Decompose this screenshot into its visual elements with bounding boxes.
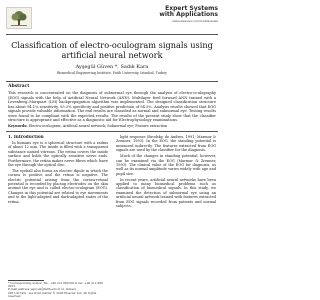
keywords-label: Keywords: <box>8 124 28 128</box>
footnote-email[interactable]: E-mail address: aguven@fatih.edu.tr (A. Güven). <box>8 287 77 292</box>
body-paragraph: Much of the changes in standing potential, however, can be examined via the EOG (Marmor & Zrenner, 1993). The clinical value of the EOG for diagnosis, as well as its normal amplitude varies widely with age and pupil size. <box>116 154 216 176</box>
body-paragraph: The eyeball also forms an electric dipole in which the cornea is positive and the retina is negative. The electric potential arising from the cornea-retinal potential is recorded by placing electrodes on the skin around the eye and is called electro-oculogram (EOG). Changes in this potential are related to eye movements and to the light-adapted and dark-adapted states of the retina. <box>8 168 108 204</box>
right-column <box>116 135 216 275</box>
body-paragraph: light response (Brodsky, de Andres, 1991; Marmor & Zrenner, 1993). In the EOG, the standing potential is measured indirectly. The features extracted from EOG signals are used by the classifier for the diagnosis. <box>116 135 216 153</box>
keywords-text: Electro-oculogram; Artificial neural network; Subnormal eye; Feature extraction <box>28 124 168 128</box>
body-paragraph: In recent years, artificial neural networks have been applied to many biomedical problems such as classification of biomedical signals. In this study, we examined the detection of subnormal eye using an artificial neural network trained with features extracted from EOG signals recorded from patients and normal subjects. <box>116 177 216 209</box>
keywords <box>8 124 216 128</box>
left-column <box>8 135 108 275</box>
section-heading-introduction: 1. Introduction <box>8 135 44 139</box>
journal-url[interactable]: www.elsevier.com/locate/eswa <box>172 19 218 23</box>
footnote-corresponding-author: * Corresponding author. Tel.: +90 212 889 0810; fax: +90 212 889 0912. <box>8 281 103 289</box>
article-title: Classification of electro-oculogram signals using artificial neural network <box>11 40 213 60</box>
author-affiliation: Biomedical Engineering Institute, Fatih University, Istanbul, Turkey <box>57 71 167 75</box>
footnotes <box>8 282 108 298</box>
body-paragraph: In humans eye is a spherical structure with a radius of about 12 mm. The inside is filled with a transparent substance named vitreous. The retina covers the inside surface and holds the optically sensitive nerve ends. Furthermore, the retina makes nerve fibres which leave the eye through the optical disc. <box>8 140 108 167</box>
journal-name: Expert Systems with Applications <box>159 5 218 18</box>
abstract-text: This research is concentrated on the diagnosis of subnormal eye through the analysis of electro-oculography (EOG) signals with the help of Artificial Neural Network (ANN). Multilayer feed forward ANN trained with a Levenberg–Marquart (LM) backpropagation algorithm was implemented. The designed classification structure has about 94.1% sensitivity, 93.3% specificity and positive prediction of 94.5%. Analysis results showed that EOG signals provide valuable information. The end results are classified as normal and subnormal eye. Testing results were found to be compliant with the expected results. The results of the present study show that the classifier structure is appropriate and effective as a diagnostic aid for Electrophysiology examinations. <box>8 91 216 122</box>
publisher-logo <box>6 7 32 29</box>
article-authors: Ayşegül Güven *, Sadık Kara <box>75 64 149 70</box>
tree-logo-icon <box>7 8 31 28</box>
abstract-heading: Abstract <box>8 84 30 89</box>
footnote-copyright: 0957-4174/$ - see front matter © 2005 Elsevier Ltd. All rights reserved. <box>8 290 97 298</box>
header-rule <box>6 34 218 35</box>
abstract-bottom-rule <box>6 131 218 132</box>
journal-info <box>159 6 218 23</box>
journal-header <box>6 4 218 34</box>
abstract-top-rule <box>6 81 218 82</box>
